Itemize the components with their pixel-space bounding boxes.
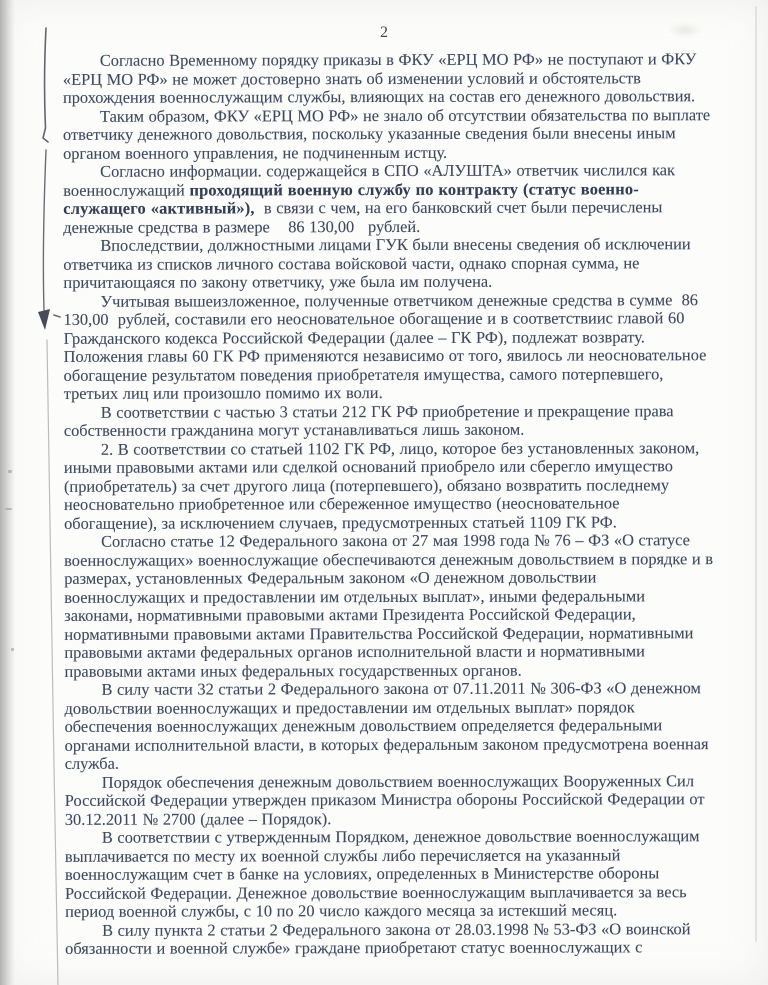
scan-speck [8,470,12,473]
document-body [62,49,718,958]
pen-arrowhead-icon [38,309,50,330]
text-segment: В соответствии с частью 3 статьи 212 ГК РФ приобретение и прекращение права собственности гражданина могут устанавливаться лишь законом. [63,400,679,440]
text-segment: Согласно Временному порядку приказы в ФКУ «ЕРЦ МО РФ» не поступают и ФКУ «ЕРЦ МО РФ» не может достоверно знать об изменении условий и обстоятельств прохождения военнослужащим службы, влияющих на состав его денежного довольствия. [62,49,702,107]
paragraph [63,161,713,237]
fold-crease-line [47,340,58,985]
text-segment: Таким образом, ФКУ «ЕРЦ МО РФ» не знало об отсутствии обязательства по выплате ответчику денежного довольствия, поскольку указанные сведения были внесены иным органом военного управления, не подчиненным истцу. [63,104,715,163]
paragraph [64,679,714,773]
paragraph [64,402,714,441]
text-segment: 2. В соответствии со статьей 1102 ГК РФ, лицо, которое без установленных законом, иными правовыми актами или сделкой оснований приобрело или сберегло имущество (приобретатель) за счет другого лица (потерпевшего), обязано возвратить последнему неосновательно приобретенное или сбереженное имущество (неосновательное обогащение), за исключением случаев, предусмотренных статьей 1109 ГК РФ. [63,437,704,533]
text-segment: Согласно статье 12 Федерального закона от 27 мая 1998 года № 76 – ФЗ «О статусе военнослужащих» военнослужащие обеспечиваются денежным довольствием в порядке и в размерах, установленных Федеральным законом «О денежном довольствии военнослужащих и предоставлении им отдельных выплат», иными федеральными законами, нормативными правовыми актами Президента Российской Федерации, нормативными правовыми актами Правительства Российской Федерации, нормативными правовыми актами федеральных органов исполнительной власти и нормативными правовыми актами иных федеральных государственных органов. [64,530,718,681]
paragraph [63,50,713,107]
text-segment: В соответствии с утвержденным Порядком, денежное довольствие военнослужащим выплачивается по месту их военной службы либо перечисляется на указанный военнослужащим счет в банке на условиях, определенных в Министерстве обороны Российской Федерации. Денежное довольствие военнослужащим выплачивается за весь период военной службы, с 10 по 20 число каждого месяца за истекший месяц. [64,826,705,921]
scan-speck [11,648,14,651]
paragraph [63,291,713,404]
scan-speck [5,508,12,510]
pen-stroke-vertical-icon [43,150,46,310]
paragraph [63,106,713,163]
paragraph [65,920,715,959]
page-edge-shadow-left [0,0,15,985]
text-segment: Учитывая вышеизложенное, полученные ответчиком денежные средства в сумме 86 130,00 рублей, составили его неосновательное обогащение и в соответствиис главой 60 Гражданского кодекса Российской Федерации (далее – ГК РФ), подлежат возврату. Положения главы 60 ГК РФ применяются независимо от того, явилось ли неосновательное обогащение результатом поведения приобретателя имущества, самого потерпевшего, третьих лиц или произошло помимо их воли. [63,289,711,403]
paragraph [65,772,715,829]
text-segment: в связи с чем, на его банковский счет были перечислены денежные средства в размере 86 130,00 рублей. [63,197,668,237]
pen-stroke-vertical-icon [43,28,48,142]
text-segment: Согласно информации. содержащейся в СПО «АЛУШТА» ответчик числился как военнослужащий [63,160,680,200]
page-edge-shadow-right [755,6,757,942]
paragraph [64,530,718,681]
text-segment: В силу части 32 статьи 2 Федерального закона от 07.11.2011 № 306-ФЗ «О денежном довольствии военнослужащих и предоставлении им отдельных выплат» порядок обеспечения военнослужащих денежным довольствием определяется федеральными органами исполнительной власти, в которых федеральным законом предусмотрена военная служба. [64,678,714,773]
paragraph [64,439,714,533]
page-number: 2 [380,24,388,41]
paragraph [65,827,715,921]
paragraph [63,235,713,292]
text-segment: Порядок обеспечения денежным довольствием военнослужащих Вооруженных Сил Российской Федерации утвержден приказом Министра обороны Российской Федерации от 30.12.2011 № 2700 (далее – Порядок). [64,770,710,829]
text-segment: Впоследствии, должностными лицами ГУК были внесены сведения об исключении ответчика из списков личного состава войсковой части, однако спорная сумма, не причитающаяся по закону ответчику, уже была им получена. [63,234,696,292]
bold-text-segment: проходящий военную службу по контракту (статус военно-служащего «активный»), [63,178,639,218]
text-segment: В силу пункта 2 статьи 2 Федерального закона от 28.03.1998 № 53-ФЗ «О воинской обязанности и военной службе» граждане приобретают статус военнослужащих с [65,918,696,958]
pen-dash-mark [54,315,60,317]
